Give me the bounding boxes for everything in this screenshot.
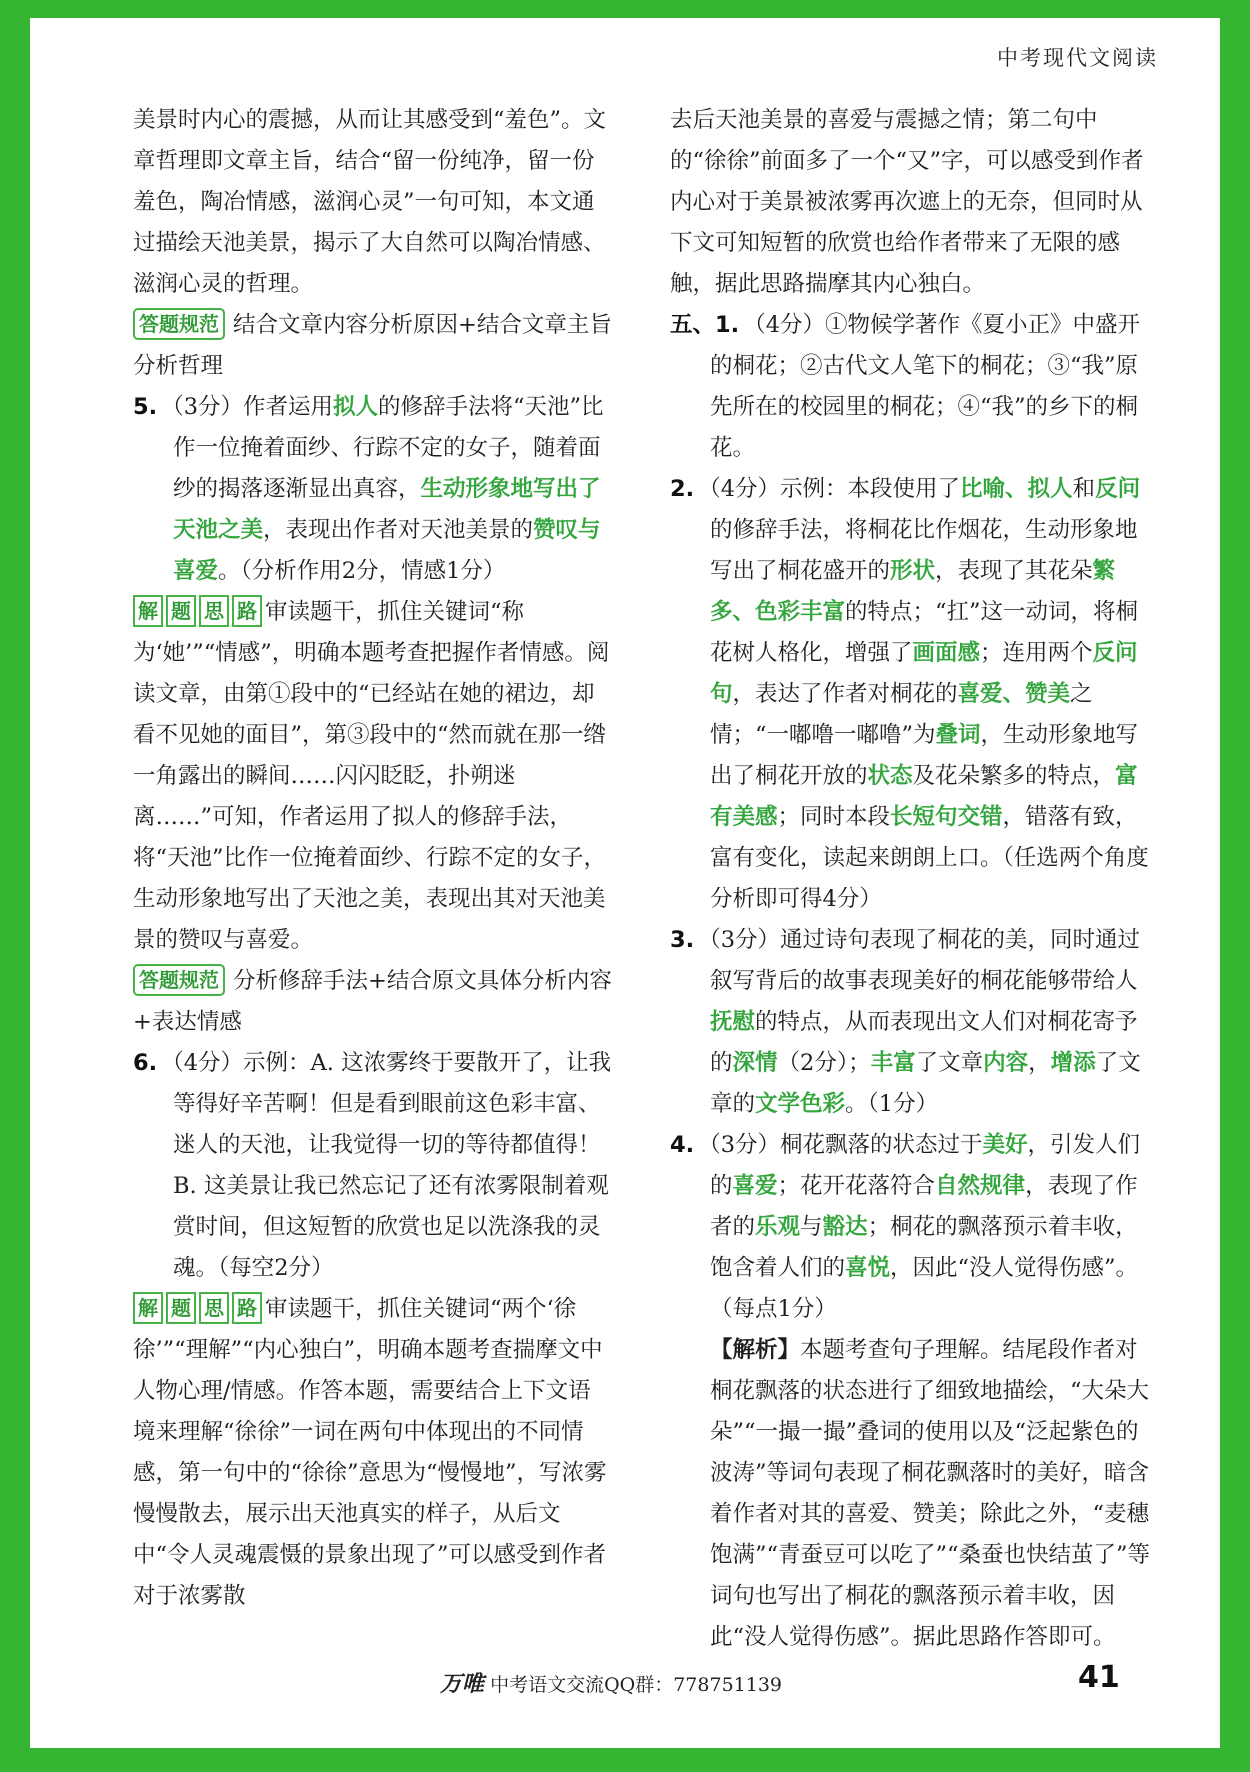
running-header: 中考现代文阅读 [997, 46, 1158, 70]
paragraph: 去后天池美景的喜爱与震撼之情；第二句中的“徐徐”前面多了一个“又”字，可以感受到作者内心对于美景被浓雾再次遮上的无奈，但同时从下文可知短暂的欣赏也给作者带来了无限的感触，据此思路揣摩其内心独白。 [670, 107, 1144, 297]
footer [440, 1667, 782, 1698]
brand-logo: 万唯 [440, 1672, 485, 1697]
answer-spec-tag: 答题规范 [133, 964, 225, 996]
solution-thinking: 解 题 思 路 审读题干，抓住关键词“两个‘徐徐’”“理解”“内心独白”，明确本题考查揣摩文中人物心理/情感。作答本题，需要结合上下文语境来理解“徐徐”一词在两句中体现出的不同情感，第一句中的“徐徐”意思为“慢慢地”，写浓雾慢慢散去，展示出天池真实的样子，从后文中“令人灵魂震慑的景象出现了”可以感受到作者对于浓雾散 [133, 1289, 613, 1617]
footer-text: 中考语文交流QQ群：778751139 [490, 1674, 783, 1696]
left-column [133, 100, 613, 1617]
solution-thinking: 解 题 思 路 审读题干，抓住关键词“称为‘她’”“情感”，明确本题考查把握作者情感。阅读文章，由第①段中的“已经站在她的裙边，却看不见她的面目”，第③段中的“然而就在那一绺一角露出的瞬间……闪闪眨眨，扑朔迷离……”可知，作者运用了拟人的修辞手法，将“天池”比作一位掩着面纱、行踪不定的女子，生动形象地写出了天池之美，表现出其对天池美景的赞叹与喜爱。 [133, 592, 613, 961]
question-5: 5. （3分）作者运用拟人的修辞手法将“天池”比作一位掩着面纱、行踪不定的女子，随着面纱的揭落逐渐显出真容，生动形象地写出了天池之美，表现出作者对天池美景的赞叹与喜爱。（分析作用2分，情感1分） [133, 394, 604, 584]
answer-spec: 答题规范 结合文章内容分析原因+结合文章主旨分析哲理 [133, 305, 613, 387]
paragraph: 美景时内心的震撼，从而让其感受到“羞色”。文章哲理即文章主旨，结合“留一份纯净，留一份羞色，陶冶情感，滋润心灵”一句可知，本文通过描绘天池美景，揭示了大自然可以陶冶情感、滋润心灵的哲理。 [133, 107, 607, 297]
answer-spec-tag: 答题规范 [133, 308, 225, 340]
question-3: 3. （3分）通过诗句表现了桐花的美，同时通过叙写背后的故事表现美好的桐花能够带给人抚慰的特点，从而表现出文人们对桐花寄予的深情（2分）；丰富了文章内容，增添了文章的文学色彩。（1分） [670, 927, 1141, 1117]
page-number: 41 [1078, 1660, 1120, 1695]
answer-spec: 答题规范 分析修辞手法+结合原文具体分析内容+表达情感 [133, 961, 613, 1043]
section-5-question-1: 五、1. （4分）①物候学著作《夏小正》中盛开的桐花；②古代文人笔下的桐花；③“我”原先所在的校园里的桐花；④“我”的乡下的桐花。 [670, 312, 1141, 461]
right-column [670, 100, 1150, 1658]
question-4: 4. （3分）桐花飘落的状态过于美好，引发人们的喜爱；花开花落符合自然规律，表现了作者的乐观与豁达；桐花的飘落预示着丰收，饱含着人们的喜悦，因此“没人觉得伤感”。（每点1分） [670, 1132, 1141, 1322]
analysis: 【解析】本题考查句子理解。结尾段作者对桐花飘落的状态进行了细致地描绘，“大朵大朵”“一撮一撮”叠词的使用以及“泛起紫色的波涛”等词句表现了桐花飘落时的美好，暗含着作者对其的喜爱、赞美；除此之外，“麦穗饱满”“青蚕豆可以吃了”“桑蚕也快结茧了”等词句也写出了桐花的飘落预示着丰收，因此“没人觉得伤感”。据此思路作答即可。 [710, 1337, 1151, 1650]
question-2: 2. （4分）示例：本段使用了比喻、拟人和反问的修辞手法，将桐花比作烟花，生动形象地写出了桐花盛开的形状，表现了其花朵繁多、色彩丰富的特点；“扛”这一动词，将桐花树人格化，增强了画面感；连用两个反问句，表达了作者对桐花的喜爱、赞美之情；“一嘟噜一嘟噜”为叠词，生动形象地写出了桐花开放的状态及花朵繁多的特点，富有美感；同时本段长短句交错，错落有致，富有变化，读起来朗朗上口。（任选两个角度分析即可得4分） [670, 476, 1149, 912]
analysis-label: 【解析】 [710, 1337, 801, 1363]
question-6: 6. （4分）示例：A. 这浓雾终于要散开了，让我等得好辛苦啊！但是看到眼前这色彩丰富、迷人的天池，让我觉得一切的等待都值得！B. 这美景让我已然忘记了还有浓雾限制着观赏时间，但这短暂的欣赏也足以洗涤我的灵魂。（每空2分） [133, 1050, 612, 1281]
